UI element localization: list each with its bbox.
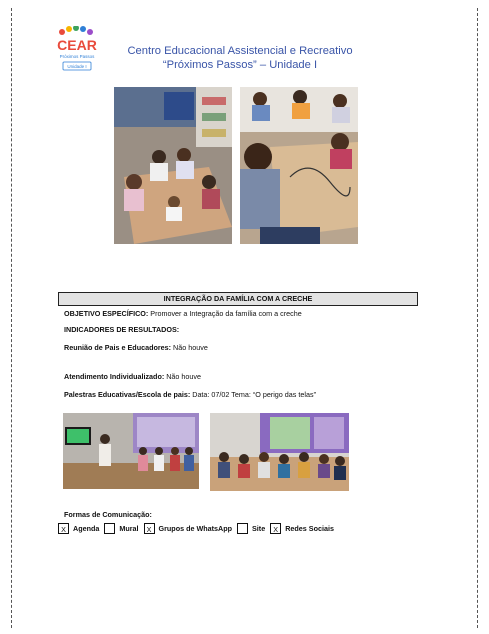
title-line-2: “Próximos Passos” – Unidade I: [162, 59, 318, 71]
checkbox-redes-sociais[interactable]: X: [270, 523, 281, 534]
indicadores-label: INDICADORES DE RESULTADOS:: [64, 325, 180, 334]
page-title: [100, 44, 380, 72]
palestras-value: Data: 07/02 Tema: “O perigo das telas”: [190, 390, 316, 399]
option-agenda: Agenda: [73, 523, 100, 533]
photo-parents-meeting: [210, 413, 349, 491]
indicadores-line: [64, 325, 179, 334]
communication-options: [58, 522, 339, 534]
reuniao-value: Não houve: [171, 343, 208, 352]
palestras-label: Palestras Educativas/Escola de pais:: [64, 390, 191, 399]
objetivo-label: OBJETIVO ESPECÍFICO:: [64, 309, 149, 318]
objetivo-line: [64, 309, 302, 318]
photo-children-painting: [114, 87, 232, 244]
photo-child-drawing: [240, 87, 358, 244]
title-line-1: Centro Educacional Assistencial e Recreativo: [127, 45, 353, 57]
option-redes-sociais: Redes Sociais: [285, 523, 334, 533]
cear-logo: [54, 26, 100, 74]
option-mural: Mural: [119, 523, 139, 533]
option-whatsapp: Grupos de WhatsApp: [158, 523, 233, 533]
checkbox-site[interactable]: [237, 523, 248, 534]
atendimento-line: [64, 372, 201, 381]
checkbox-whatsapp[interactable]: X: [144, 523, 155, 534]
section-title-bar: INTEGRAÇÃO DA FAMÍLIA COM A CRECHE: [58, 292, 418, 306]
communication-label-line: [64, 510, 152, 519]
palestras-line: [64, 390, 316, 399]
checkbox-mural[interactable]: [104, 523, 115, 534]
atendimento-value: Não houve: [164, 372, 201, 381]
option-site: Site: [252, 523, 266, 533]
objetivo-value: Promover a Integração da família com a creche: [148, 309, 302, 318]
communication-label: Formas de Comunicação:: [64, 510, 152, 519]
checkbox-agenda[interactable]: X: [58, 523, 69, 534]
logo-text: CEAR: [57, 37, 97, 53]
atendimento-label: Atendimento Individualizado:: [64, 372, 165, 381]
logo-tag: Unidade I: [67, 64, 87, 69]
reuniao-line: [64, 343, 208, 352]
photo-lecture-screen: [63, 413, 199, 489]
logo-subtitle: Próximos Passos: [59, 54, 95, 59]
reuniao-label: Reunião de Pais e Educadores:: [64, 343, 172, 352]
